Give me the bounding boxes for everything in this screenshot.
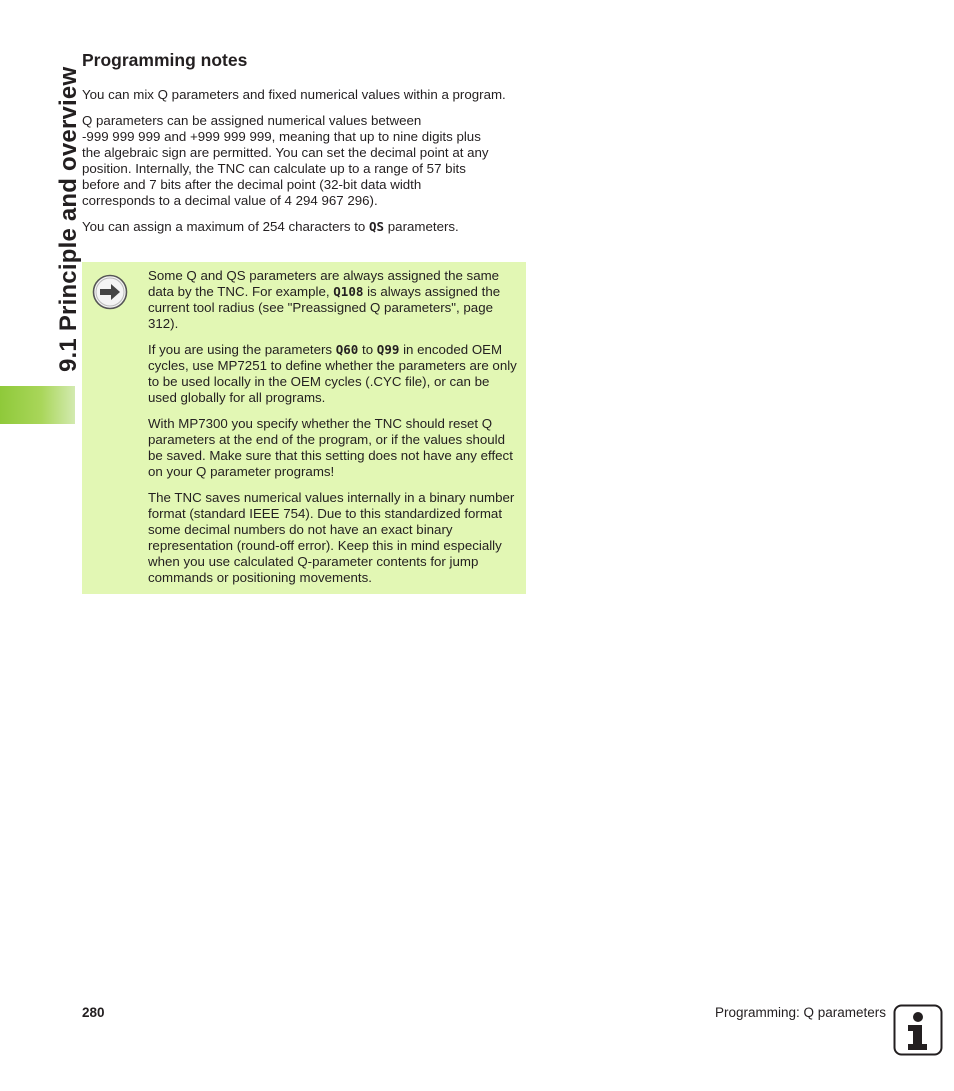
page-number: 280 (82, 1005, 105, 1020)
code-q99: Q99 (376, 342, 400, 357)
chapter-side-title: 9.1 Principle and overview (55, 66, 82, 372)
info-icon (893, 1004, 943, 1056)
range-line: Q parameters can be assigned numerical values between (82, 113, 422, 128)
paragraph-mixing: You can mix Q parameters and fixed numerical values within a program. (82, 87, 506, 102)
paragraph-value-range (82, 113, 527, 209)
note-oem-cycles: If you are using the parameters Q60 to Q99 in encoded OEM cycles, use MP7251 to define whether the parameters are only to be used locally in the OEM cycles (.CYC file), or can be used globally for all programs. (148, 342, 517, 405)
range-line: the algebraic sign are permitted. You can set the decimal point at any (82, 145, 489, 160)
section-heading: Programming notes (82, 50, 248, 70)
paragraph-qs-chars: You can assign a maximum of 254 characters to QS parameters. (82, 219, 459, 234)
range-line: corresponds to a decimal value of 4 294 967 296). (82, 193, 378, 208)
note-ieee754: The TNC saves numerical values internally in a binary number format (standard IEEE 754). Due to this standardized format some decimal numbers do not have an exact binary representation (round-off error). Keep this in mind especially when you use calculated Q-parameter contents for jump commands or positioning movements. (148, 490, 515, 585)
range-line: position. Internally, the TNC can calculate up to a range of 57 bits (82, 161, 466, 176)
code-q108: Q108 (333, 284, 364, 299)
code-qs: QS (369, 219, 385, 234)
note-box (82, 262, 526, 594)
footer-chapter-title: Programming: Q parameters (714, 1005, 886, 1020)
note-text (148, 268, 518, 596)
range-line: -999 999 999 and +999 999 999, meaning that up to nine digits plus (82, 129, 481, 144)
chapter-tab-marker (0, 386, 75, 424)
main-content (82, 48, 527, 245)
code-q60: Q60 (335, 342, 359, 357)
note-preassigned: Some Q and QS parameters are always assigned the same data by the TNC. For example, Q108 is always assigned the current tool radius (see "Preassigned Q parameters", page 312). (148, 268, 501, 331)
range-line: before and 7 bits after the decimal point (32-bit data width (82, 177, 422, 192)
note-mp7300: With MP7300 you specify whether the TNC should reset Q parameters at the end of the program, or if the values should be saved. Make sure that this setting does not have any effect on your Q parameter programs! (148, 416, 513, 479)
arrow-right-icon (92, 274, 128, 310)
